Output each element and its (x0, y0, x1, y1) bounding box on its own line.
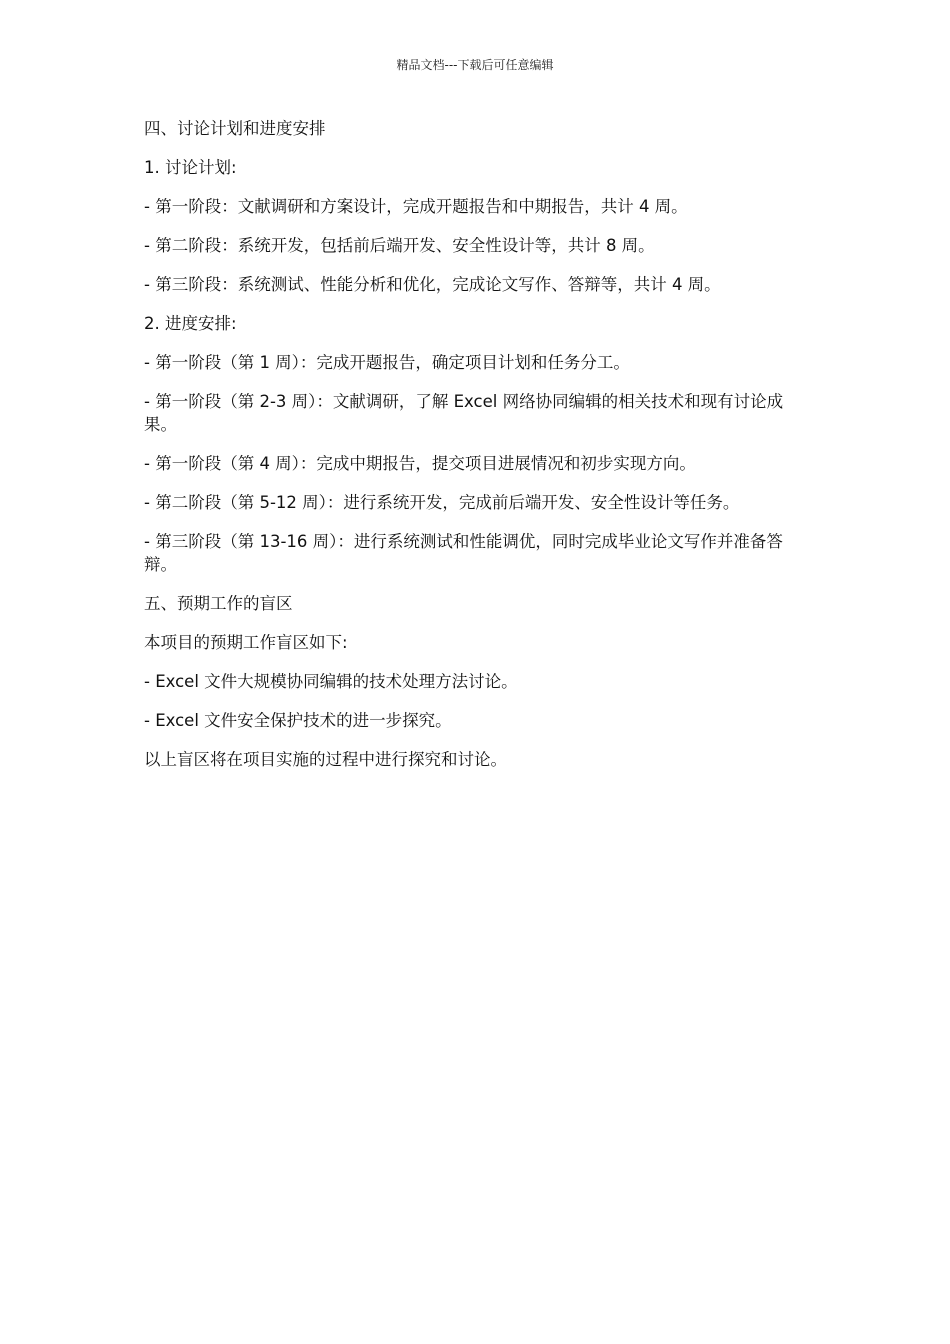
closing-paragraph: 以上盲区将在项目实施的过程中进行探究和讨论。 (144, 750, 507, 769)
schedule-item: - 第二阶段（第 5-12 周）：进行系统开发，完成前后端开发、安全性设计等任务。 (144, 493, 740, 512)
blind-spots-intro: 本项目的预期工作盲区如下: (144, 633, 348, 652)
subheading-schedule: 2. 进度安排: (144, 314, 237, 333)
document-body (144, 117, 796, 787)
plan-item: - 第三阶段：系统测试、性能分析和优化，完成论文写作、答辩等，共计 4 周。 (144, 275, 721, 294)
section-heading-plan: 四、讨论计划和进度安排 (144, 119, 326, 138)
schedule-item: - 第三阶段（第 13-16 周）：进行系统测试和性能调优，同时完成毕业论文写作并准备答辩。 (144, 532, 783, 574)
schedule-item: - 第一阶段（第 2-3 周）：文献调研，了解 Excel 网络协同编辑的相关技术和现有讨论成果。 (144, 392, 784, 434)
section-heading-blind-spots: 五、预期工作的盲区 (144, 594, 293, 613)
schedule-item: - 第一阶段（第 4 周）：完成中期报告，提交项目进展情况和初步实现方向。 (144, 454, 696, 473)
plan-item: - 第一阶段：文献调研和方案设计，完成开题报告和中期报告，共计 4 周。 (144, 197, 688, 216)
blind-spot-item: - Excel 文件安全保护技术的进一步探究。 (144, 711, 452, 730)
page-header: 精品文档---下载后可任意编辑 (396, 58, 554, 72)
schedule-item: - 第一阶段（第 1 周）：完成开题报告，确定项目计划和任务分工。 (144, 353, 630, 372)
plan-item: - 第二阶段：系统开发，包括前后端开发、安全性设计等，共计 8 周。 (144, 236, 655, 255)
subheading-research-plan: 1. 讨论计划: (144, 158, 237, 177)
blind-spot-item: - Excel 文件大规模协同编辑的技术处理方法讨论。 (144, 672, 518, 691)
